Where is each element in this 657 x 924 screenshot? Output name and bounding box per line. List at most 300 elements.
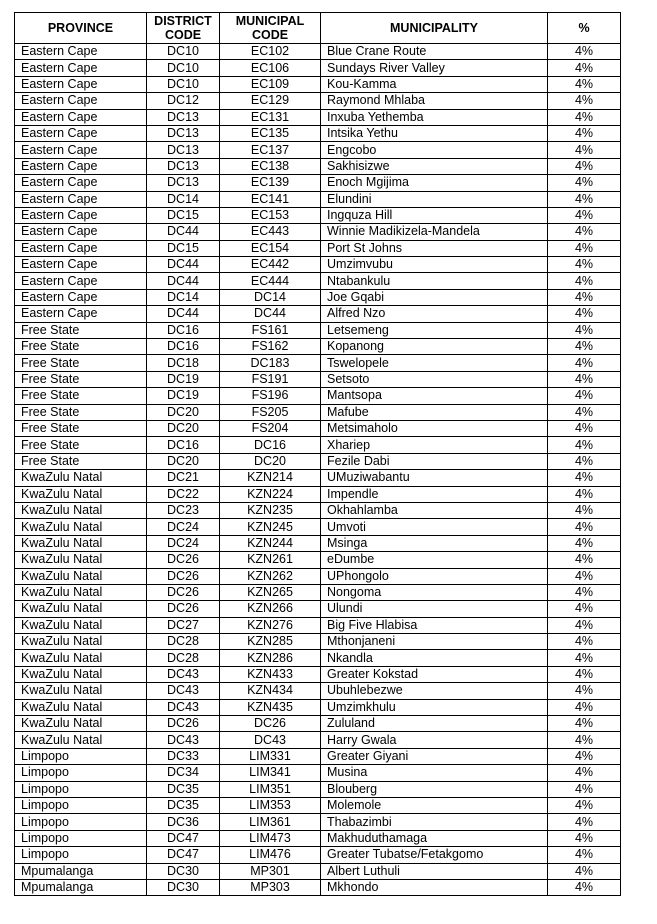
cell-percent: 4% (548, 716, 621, 732)
cell-province: KwaZulu Natal (15, 535, 147, 551)
table-row (15, 355, 621, 371)
cell-municipality: eDumbe (321, 552, 548, 568)
cell-municipal-code: EC442 (220, 257, 321, 273)
cell-municipal-code: EC139 (220, 175, 321, 191)
cell-district-code: DC20 (147, 453, 220, 469)
cell-percent: 4% (548, 470, 621, 486)
header-municipal-line1: MUNICIPAL (235, 14, 305, 28)
cell-province: Eastern Cape (15, 273, 147, 289)
cell-municipal-code: EC129 (220, 93, 321, 109)
cell-percent: 4% (548, 732, 621, 748)
cell-municipality: Impendle (321, 486, 548, 502)
cell-municipal-code: EC141 (220, 191, 321, 207)
cell-municipal-code: EC154 (220, 240, 321, 256)
cell-district-code: DC35 (147, 781, 220, 797)
cell-municipal-code: EC106 (220, 60, 321, 76)
cell-percent: 4% (548, 191, 621, 207)
cell-district-code: DC28 (147, 634, 220, 650)
cell-province: Free State (15, 420, 147, 436)
cell-province: Eastern Cape (15, 142, 147, 158)
cell-province: KwaZulu Natal (15, 502, 147, 518)
cell-municipality: Mafube (321, 404, 548, 420)
cell-municipality: Setsoto (321, 371, 548, 387)
cell-percent: 4% (548, 339, 621, 355)
cell-district-code: DC24 (147, 519, 220, 535)
cell-municipal-code: FS204 (220, 420, 321, 436)
table-row (15, 191, 621, 207)
cell-district-code: DC19 (147, 371, 220, 387)
cell-municipal-code: EC443 (220, 224, 321, 240)
cell-municipality: Harry Gwala (321, 732, 548, 748)
table-row (15, 371, 621, 387)
cell-municipality: Big Five Hlabisa (321, 617, 548, 633)
cell-municipality: Port St Johns (321, 240, 548, 256)
cell-municipality: Inxuba Yethemba (321, 109, 548, 125)
cell-province: Eastern Cape (15, 207, 147, 223)
table-row (15, 289, 621, 305)
cell-district-code: DC47 (147, 830, 220, 846)
cell-province: Eastern Cape (15, 76, 147, 92)
table-row (15, 797, 621, 813)
cell-municipal-code: KZN262 (220, 568, 321, 584)
cell-district-code: DC16 (147, 437, 220, 453)
cell-percent: 4% (548, 125, 621, 141)
cell-district-code: DC13 (147, 142, 220, 158)
cell-province: Limpopo (15, 814, 147, 830)
cell-percent: 4% (548, 748, 621, 764)
cell-municipality: Xhariep (321, 437, 548, 453)
cell-municipal-code: KZN214 (220, 470, 321, 486)
cell-percent: 4% (548, 437, 621, 453)
cell-municipal-code: DC20 (220, 453, 321, 469)
cell-percent: 4% (548, 44, 621, 60)
cell-district-code: DC16 (147, 339, 220, 355)
cell-municipal-code: EC131 (220, 109, 321, 125)
cell-municipal-code: LIM331 (220, 748, 321, 764)
cell-percent: 4% (548, 617, 621, 633)
cell-municipal-code: KZN245 (220, 519, 321, 535)
cell-municipality: Elundini (321, 191, 548, 207)
cell-municipality: Blue Crane Route (321, 44, 548, 60)
cell-municipal-code: EC137 (220, 142, 321, 158)
table-row (15, 207, 621, 223)
cell-province: Free State (15, 453, 147, 469)
cell-percent: 4% (548, 814, 621, 830)
cell-province: KwaZulu Natal (15, 552, 147, 568)
cell-province: Eastern Cape (15, 175, 147, 191)
cell-district-code: DC26 (147, 552, 220, 568)
cell-municipality: UPhongolo (321, 568, 548, 584)
table-row (15, 748, 621, 764)
cell-province: Free State (15, 437, 147, 453)
cell-province: KwaZulu Natal (15, 732, 147, 748)
cell-province: Free State (15, 322, 147, 338)
cell-municipal-code: MP303 (220, 879, 321, 895)
cell-municipal-code: FS205 (220, 404, 321, 420)
cell-municipality: Kou-Kamma (321, 76, 548, 92)
cell-municipal-code: KZN261 (220, 552, 321, 568)
table-row (15, 175, 621, 191)
cell-municipality: Mthonjaneni (321, 634, 548, 650)
table-row (15, 584, 621, 600)
cell-percent: 4% (548, 847, 621, 863)
cell-district-code: DC35 (147, 797, 220, 813)
cell-percent: 4% (548, 568, 621, 584)
cell-district-code: DC30 (147, 879, 220, 895)
cell-municipality: Ntabankulu (321, 273, 548, 289)
table-row (15, 486, 621, 502)
cell-province: Eastern Cape (15, 125, 147, 141)
cell-province: KwaZulu Natal (15, 699, 147, 715)
cell-district-code: DC26 (147, 568, 220, 584)
header-percent (548, 13, 621, 44)
cell-district-code: DC18 (147, 355, 220, 371)
cell-province: Free State (15, 404, 147, 420)
cell-municipality: Nkandla (321, 650, 548, 666)
cell-municipal-code: KZN434 (220, 683, 321, 699)
cell-district-code: DC10 (147, 76, 220, 92)
cell-municipal-code: KZN435 (220, 699, 321, 715)
cell-municipal-code: DC14 (220, 289, 321, 305)
cell-municipality: Engcobo (321, 142, 548, 158)
cell-municipality: Raymond Mhlaba (321, 93, 548, 109)
cell-district-code: DC43 (147, 699, 220, 715)
cell-municipality: Musina (321, 765, 548, 781)
cell-percent: 4% (548, 453, 621, 469)
cell-district-code: DC26 (147, 584, 220, 600)
cell-district-code: DC27 (147, 617, 220, 633)
cell-district-code: DC13 (147, 158, 220, 174)
table-row (15, 257, 621, 273)
header-municipal-line2: CODE (251, 28, 289, 42)
cell-province: Limpopo (15, 847, 147, 863)
cell-percent: 4% (548, 601, 621, 617)
header-municipal-code (220, 13, 321, 44)
header-percent-label: % (578, 21, 590, 35)
table-row (15, 60, 621, 76)
table-row (15, 683, 621, 699)
table-row (15, 404, 621, 420)
cell-percent: 4% (548, 519, 621, 535)
cell-district-code: DC14 (147, 191, 220, 207)
cell-district-code: DC21 (147, 470, 220, 486)
cell-percent: 4% (548, 76, 621, 92)
table-row (15, 732, 621, 748)
cell-municipal-code: KZN244 (220, 535, 321, 551)
cell-province: KwaZulu Natal (15, 716, 147, 732)
table-row (15, 781, 621, 797)
cell-percent: 4% (548, 109, 621, 125)
cell-municipal-code: FS162 (220, 339, 321, 355)
cell-percent: 4% (548, 584, 621, 600)
cell-municipality: Umzimkhulu (321, 699, 548, 715)
cell-district-code: DC20 (147, 404, 220, 420)
cell-district-code: DC44 (147, 273, 220, 289)
cell-municipality: Winnie Madikizela-Mandela (321, 224, 548, 240)
cell-district-code: DC16 (147, 322, 220, 338)
municipality-table-container (14, 12, 621, 896)
table-row (15, 44, 621, 60)
cell-district-code: DC19 (147, 388, 220, 404)
cell-municipality: Sundays River Valley (321, 60, 548, 76)
header-municipality (321, 13, 548, 44)
cell-province: KwaZulu Natal (15, 683, 147, 699)
table-row (15, 76, 621, 92)
table-row (15, 863, 621, 879)
table-row (15, 830, 621, 846)
cell-province: KwaZulu Natal (15, 470, 147, 486)
cell-percent: 4% (548, 158, 621, 174)
cell-percent: 4% (548, 273, 621, 289)
cell-municipal-code: EC444 (220, 273, 321, 289)
cell-province: KwaZulu Natal (15, 617, 147, 633)
cell-municipal-code: KZN265 (220, 584, 321, 600)
header-municipality-label: MUNICIPALITY (390, 21, 478, 35)
cell-municipal-code: EC109 (220, 76, 321, 92)
cell-municipal-code: MP301 (220, 863, 321, 879)
cell-municipal-code: KZN286 (220, 650, 321, 666)
cell-district-code: DC26 (147, 601, 220, 617)
table-row (15, 617, 621, 633)
cell-province: Eastern Cape (15, 289, 147, 305)
cell-province: Eastern Cape (15, 60, 147, 76)
cell-district-code: DC44 (147, 306, 220, 322)
cell-province: Eastern Cape (15, 240, 147, 256)
table-row (15, 601, 621, 617)
cell-province: KwaZulu Natal (15, 666, 147, 682)
cell-municipality: Mantsopa (321, 388, 548, 404)
cell-province: Eastern Cape (15, 191, 147, 207)
cell-municipality: Joe Gqabi (321, 289, 548, 305)
table-row (15, 552, 621, 568)
cell-municipal-code: KZN276 (220, 617, 321, 633)
cell-province: Free State (15, 371, 147, 387)
cell-district-code: DC30 (147, 863, 220, 879)
table-row (15, 502, 621, 518)
table-body (15, 44, 621, 896)
cell-percent: 4% (548, 666, 621, 682)
cell-province: Eastern Cape (15, 44, 147, 60)
cell-province: Limpopo (15, 797, 147, 813)
cell-municipal-code: LIM353 (220, 797, 321, 813)
table-row (15, 535, 621, 551)
cell-percent: 4% (548, 552, 621, 568)
cell-municipal-code: DC44 (220, 306, 321, 322)
cell-municipal-code: KZN235 (220, 502, 321, 518)
header-province (15, 13, 147, 44)
cell-district-code: DC33 (147, 748, 220, 764)
table-row (15, 339, 621, 355)
cell-percent: 4% (548, 388, 621, 404)
cell-municipal-code: LIM351 (220, 781, 321, 797)
cell-municipal-code: LIM341 (220, 765, 321, 781)
cell-percent: 4% (548, 830, 621, 846)
cell-municipal-code: KZN433 (220, 666, 321, 682)
table-row (15, 634, 621, 650)
cell-province: Limpopo (15, 748, 147, 764)
cell-municipal-code: EC153 (220, 207, 321, 223)
cell-municipal-code: KZN285 (220, 634, 321, 650)
cell-municipality: Greater Giyani (321, 748, 548, 764)
table-row (15, 716, 621, 732)
cell-municipal-code: KZN224 (220, 486, 321, 502)
cell-municipal-code: EC138 (220, 158, 321, 174)
cell-municipality: Msinga (321, 535, 548, 551)
cell-district-code: DC43 (147, 683, 220, 699)
cell-municipality: Ubuhlebezwe (321, 683, 548, 699)
cell-district-code: DC22 (147, 486, 220, 502)
cell-municipal-code: LIM473 (220, 830, 321, 846)
cell-percent: 4% (548, 371, 621, 387)
table-row (15, 453, 621, 469)
cell-province: Free State (15, 339, 147, 355)
cell-municipal-code: DC16 (220, 437, 321, 453)
cell-municipality: Molemole (321, 797, 548, 813)
cell-municipality: Nongoma (321, 584, 548, 600)
cell-percent: 4% (548, 535, 621, 551)
cell-municipality: Makhuduthamaga (321, 830, 548, 846)
table-row (15, 306, 621, 322)
cell-district-code: DC13 (147, 175, 220, 191)
cell-province: Limpopo (15, 781, 147, 797)
cell-percent: 4% (548, 306, 621, 322)
cell-district-code: DC28 (147, 650, 220, 666)
table-row (15, 109, 621, 125)
cell-percent: 4% (548, 240, 621, 256)
cell-province: Mpumalanga (15, 863, 147, 879)
cell-district-code: DC10 (147, 44, 220, 60)
cell-municipality: Sakhisizwe (321, 158, 548, 174)
cell-percent: 4% (548, 797, 621, 813)
cell-district-code: DC47 (147, 847, 220, 863)
cell-district-code: DC34 (147, 765, 220, 781)
cell-province: Eastern Cape (15, 93, 147, 109)
cell-municipal-code: DC43 (220, 732, 321, 748)
cell-municipality: Intsika Yethu (321, 125, 548, 141)
cell-percent: 4% (548, 224, 621, 240)
cell-province: KwaZulu Natal (15, 568, 147, 584)
cell-province: Eastern Cape (15, 158, 147, 174)
cell-district-code: DC44 (147, 224, 220, 240)
table-row (15, 273, 621, 289)
table-row (15, 765, 621, 781)
cell-municipality: Mkhondo (321, 879, 548, 895)
cell-province: Free State (15, 388, 147, 404)
cell-municipal-code: EC135 (220, 125, 321, 141)
table-row (15, 240, 621, 256)
header-district-line2: CODE (164, 28, 202, 42)
cell-province: Eastern Cape (15, 109, 147, 125)
cell-municipality: Letsemeng (321, 322, 548, 338)
table-row (15, 666, 621, 682)
cell-municipal-code: FS191 (220, 371, 321, 387)
table-row (15, 879, 621, 895)
cell-province: Limpopo (15, 765, 147, 781)
municipality-table (14, 12, 621, 896)
cell-municipality: Alfred Nzo (321, 306, 548, 322)
cell-municipality: Fezile Dabi (321, 453, 548, 469)
cell-district-code: DC24 (147, 535, 220, 551)
cell-percent: 4% (548, 683, 621, 699)
cell-district-code: DC14 (147, 289, 220, 305)
table-row (15, 388, 621, 404)
cell-district-code: DC15 (147, 207, 220, 223)
cell-municipality: Greater Kokstad (321, 666, 548, 682)
cell-municipality: Albert Luthuli (321, 863, 548, 879)
cell-municipal-code: KZN266 (220, 601, 321, 617)
cell-municipal-code: FS196 (220, 388, 321, 404)
cell-province: Eastern Cape (15, 224, 147, 240)
cell-municipality: Ulundi (321, 601, 548, 617)
cell-district-code: DC13 (147, 125, 220, 141)
table-row (15, 470, 621, 486)
cell-municipality: Ingquza Hill (321, 207, 548, 223)
table-row (15, 437, 621, 453)
cell-municipality: Thabazimbi (321, 814, 548, 830)
table-row (15, 93, 621, 109)
cell-percent: 4% (548, 175, 621, 191)
cell-municipality: Umzimvubu (321, 257, 548, 273)
cell-province: Eastern Cape (15, 306, 147, 322)
cell-province: Free State (15, 355, 147, 371)
cell-district-code: DC23 (147, 502, 220, 518)
cell-percent: 4% (548, 863, 621, 879)
cell-percent: 4% (548, 650, 621, 666)
cell-district-code: DC10 (147, 60, 220, 76)
cell-district-code: DC43 (147, 666, 220, 682)
cell-district-code: DC12 (147, 93, 220, 109)
table-row (15, 142, 621, 158)
table-row (15, 224, 621, 240)
table-header (15, 13, 621, 44)
cell-percent: 4% (548, 486, 621, 502)
cell-province: KwaZulu Natal (15, 650, 147, 666)
table-row (15, 699, 621, 715)
cell-percent: 4% (548, 420, 621, 436)
cell-percent: 4% (548, 207, 621, 223)
cell-municipality: Metsimaholo (321, 420, 548, 436)
cell-municipality: Enoch Mgijima (321, 175, 548, 191)
cell-municipality: Tswelopele (321, 355, 548, 371)
cell-municipal-code: DC26 (220, 716, 321, 732)
cell-percent: 4% (548, 257, 621, 273)
cell-municipal-code: EC102 (220, 44, 321, 60)
cell-municipality: Blouberg (321, 781, 548, 797)
table-row (15, 568, 621, 584)
header-row (15, 13, 621, 44)
cell-province: KwaZulu Natal (15, 486, 147, 502)
cell-municipality: Zululand (321, 716, 548, 732)
cell-percent: 4% (548, 142, 621, 158)
cell-province: KwaZulu Natal (15, 601, 147, 617)
table-row (15, 650, 621, 666)
cell-percent: 4% (548, 699, 621, 715)
cell-province: KwaZulu Natal (15, 584, 147, 600)
table-row (15, 420, 621, 436)
table-row (15, 125, 621, 141)
cell-district-code: DC20 (147, 420, 220, 436)
cell-percent: 4% (548, 502, 621, 518)
cell-percent: 4% (548, 879, 621, 895)
cell-district-code: DC15 (147, 240, 220, 256)
cell-municipality: UMuziwabantu (321, 470, 548, 486)
table-row (15, 158, 621, 174)
cell-municipality: Okhahlamba (321, 502, 548, 518)
cell-district-code: DC13 (147, 109, 220, 125)
cell-percent: 4% (548, 93, 621, 109)
cell-percent: 4% (548, 404, 621, 420)
cell-district-code: DC44 (147, 257, 220, 273)
